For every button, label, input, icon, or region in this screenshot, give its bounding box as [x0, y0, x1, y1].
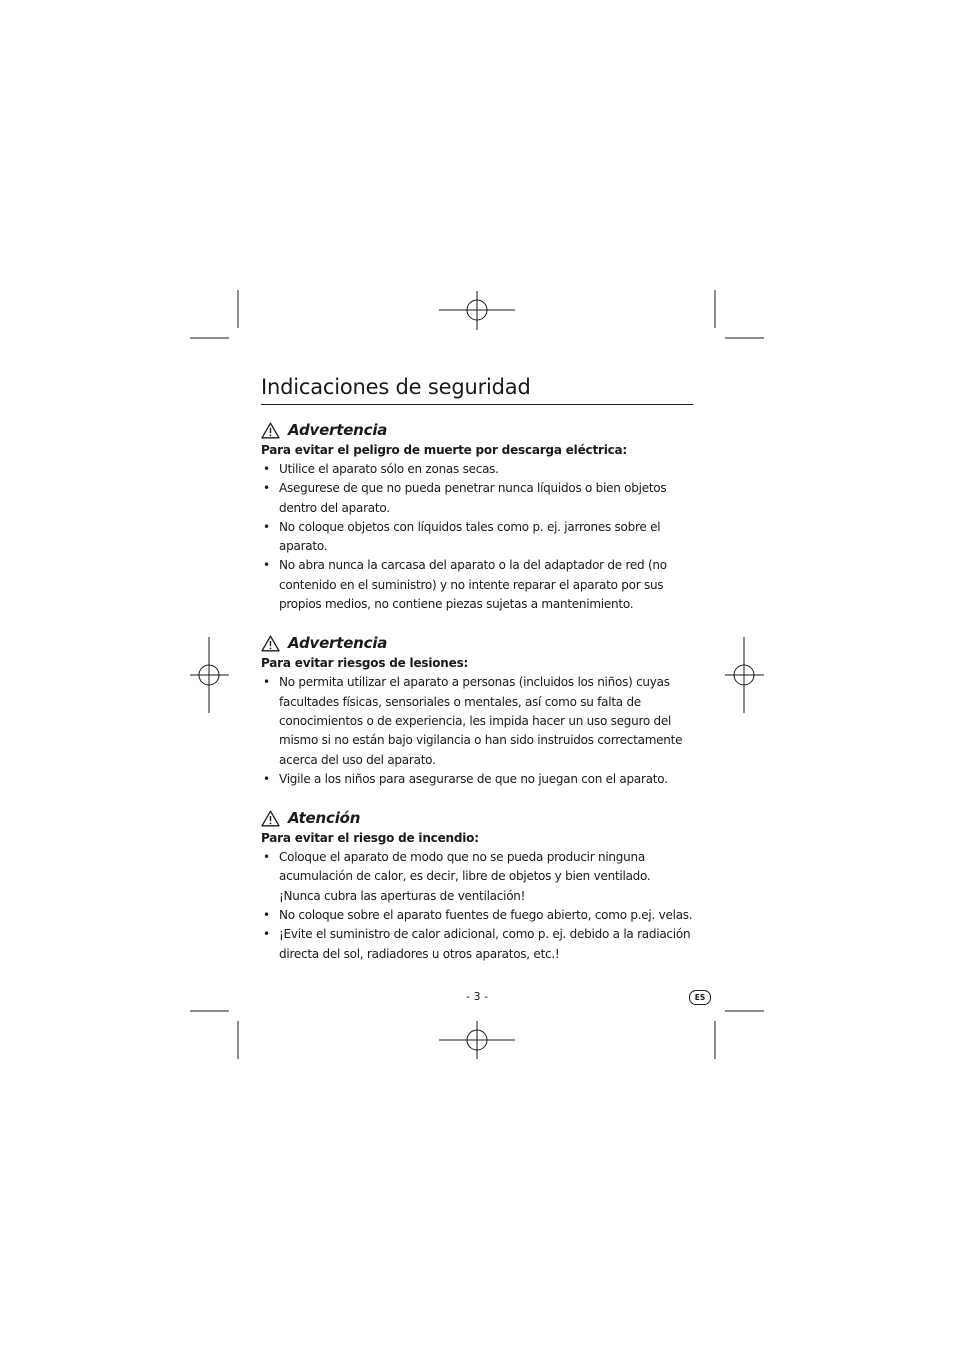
list-item [261, 925, 693, 964]
list-item-text: No abra nunca la carcasa del aparato o la del adaptador de red (no contenido en el suministro) y no intente reparar el aparato por sus propios medios, no contiene piezas sujetas a mantenimiento. [279, 558, 667, 612]
registration-target-right [725, 637, 764, 713]
list-item [261, 460, 693, 479]
list-item-text: No coloque objetos con líquidos tales como p. ej. jarrones sobre el aparato. [279, 519, 661, 554]
bullet: • [263, 850, 270, 865]
language-badge: ES [689, 990, 711, 1005]
list-item [261, 556, 693, 614]
instruction-list [261, 673, 693, 789]
page-title: Indicaciones de seguridad [261, 372, 693, 405]
warning-triangle-icon [261, 422, 280, 439]
section-heading-text: Advertencia [288, 421, 388, 439]
section-heading [261, 632, 693, 654]
section-subheading: Para evitar riesgos de lesiones: [261, 656, 469, 671]
instruction-list [261, 460, 693, 614]
safety-sections [261, 419, 693, 964]
section-subheading: Para evitar el riesgo de incendio: [261, 831, 479, 846]
registration-target-left [190, 637, 229, 713]
instruction-list [261, 848, 693, 964]
safety-section-3 [261, 807, 693, 964]
list-item-text: ¡Evite el suministro de calor adicional, como p. ej. debido a la radiación directa del sol, radiadores u otros aparatos, etc.! [279, 927, 691, 961]
list-item [261, 906, 693, 925]
registration-target-top [439, 291, 515, 330]
list-item-text: Utilice el aparato sólo en zonas secas. [279, 462, 499, 476]
section-heading [261, 807, 693, 829]
bullet: • [263, 558, 270, 573]
safety-section-1 [261, 419, 693, 614]
section-heading [261, 419, 693, 441]
bullet: • [263, 771, 270, 786]
document-content [261, 372, 693, 964]
registration-target-bottom [439, 1021, 515, 1059]
page-number: - 3 - [466, 990, 488, 1003]
safety-section-2 [261, 632, 693, 789]
section-heading-text: Advertencia [288, 634, 388, 653]
list-item [261, 848, 693, 906]
warning-triangle-icon [261, 810, 280, 827]
list-item [261, 518, 693, 557]
bullet: • [263, 927, 270, 942]
list-item-text: Asegurese de que no pueda penetrar nunca líquidos o bien objetos dentro del aparato. [279, 481, 667, 515]
list-item-text: Coloque el aparato de modo que no se pueda producir ninguna acumulación de calor, es decir, libre de objetos y bien ventilado. ¡Nunca cubra las aperturas de ventilación! [279, 850, 651, 903]
list-item [261, 770, 693, 789]
bullet: • [263, 675, 270, 690]
section-subheading: Para evitar el peligro de muerte por descarga eléctrica: [261, 443, 628, 457]
bullet: • [263, 481, 270, 496]
list-item-text: No permita utilizar el aparato a personas (incluidos los niños) cuyas facultades físicas, sensoriales o mentales, así como su falta de conocimientos o de experiencia, les impida hacer un uso seguro del mismo si no están bajo vigilancia o han sido instruidos correctamente acerca del uso del aparato. [279, 675, 683, 767]
bullet: • [263, 519, 270, 534]
list-item-text: Vigile a los niños para asegurarse de que no juegan con el aparato. [279, 771, 668, 786]
bullet: • [263, 462, 270, 476]
bullet: • [263, 908, 270, 923]
list-item-text: No coloque sobre el aparato fuentes de fuego abierto, como p.ej. velas. [279, 908, 693, 923]
list-item [261, 479, 693, 518]
warning-triangle-icon [261, 635, 280, 652]
list-item [261, 673, 693, 769]
section-heading-text: Atención [288, 809, 361, 828]
